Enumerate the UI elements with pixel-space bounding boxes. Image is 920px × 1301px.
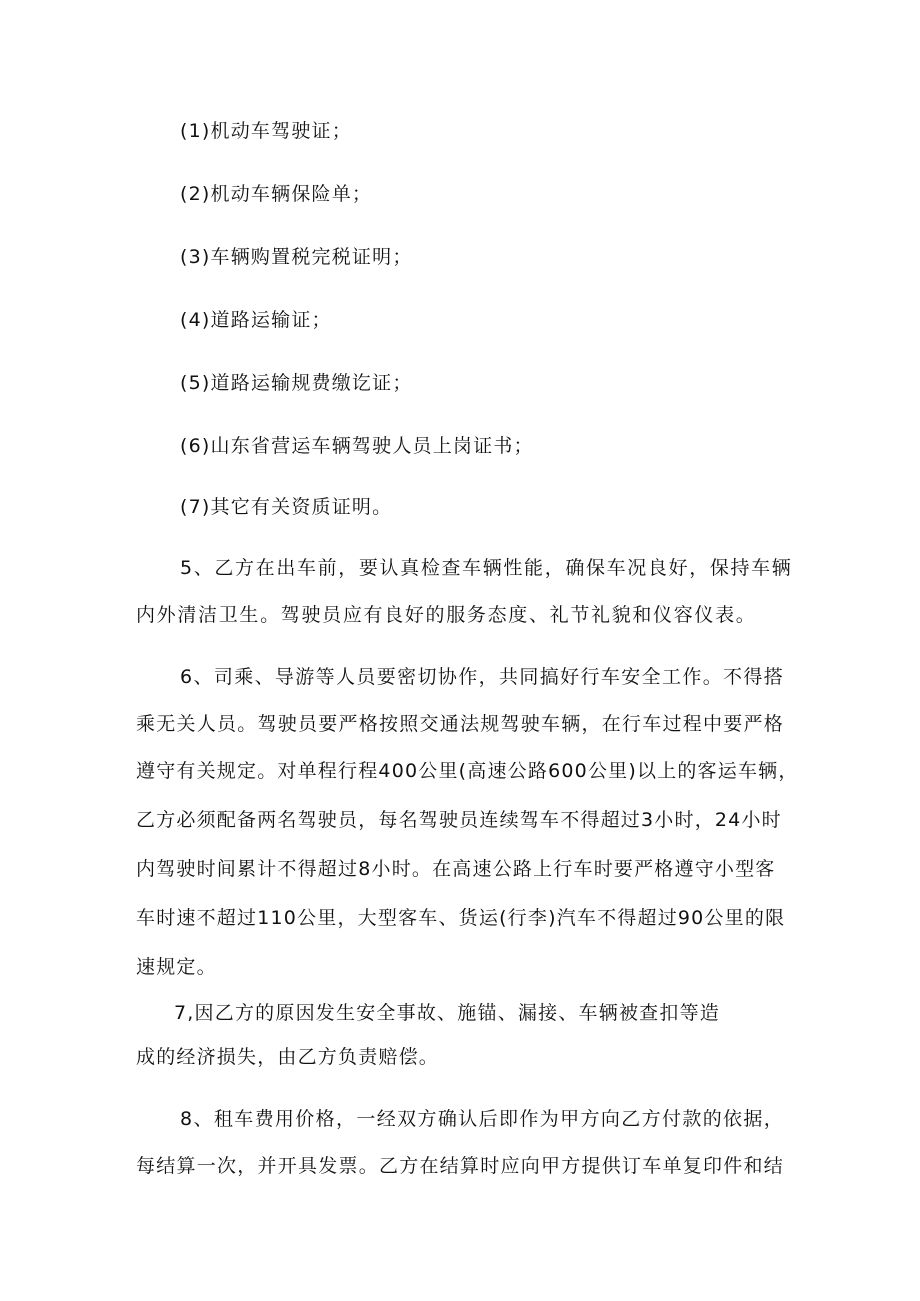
paragraph-6-line: 内驾驶时间累计不得超过8小时。在高速公路上行车时要严格遵守小型客	[136, 858, 776, 880]
paragraph-7-line: 成的经济损失，由乙方负责赔偿。	[136, 1046, 440, 1068]
paragraph-5-line: 5、乙方在出车前，要认真检查车辆性能，确保车况良好，保持车辆	[180, 557, 792, 579]
paragraph-6-line: 6、司乘、导游等人员要密切协作，共同搞好行车安全工作。不得搭	[180, 666, 784, 688]
paragraph-8-line: 8、租车费用价格，一经双方确认后即作为甲方向乙方付款的依据，	[180, 1108, 784, 1130]
list-item: (1)机动车驾驶证；	[180, 120, 352, 142]
paragraph-7-line: 7,因乙方的原因发生安全事故、施锚、漏接、车辆被查扣等造	[174, 1002, 720, 1024]
paragraph-6-line: 乙方必须配备两名驾驶员，每名驾驶员连续驾车不得超过3小时，24小时	[136, 809, 782, 831]
list-item: (4)道路运输证；	[180, 309, 332, 331]
paragraph-6-line: 乘无关人员。驾驶员要严格按照交通法规驾驶车辆，在行车过程中要严格	[136, 713, 784, 735]
list-item: (2)机动车辆保险单；	[180, 183, 373, 205]
paragraph-6-line: 遵守有关规定。对单程行程400公里(高速公路600公里)以上的客运车辆，	[136, 760, 799, 782]
paragraph-8-line: 每结算一次，并开具发票。乙方在结算时应向甲方提供订车单复印件和结	[136, 1155, 784, 1177]
paragraph-6-line: 速规定。	[136, 956, 217, 978]
paragraph-5-line: 内外清洁卫生。驾驶员应有良好的服务态度、礼节礼貌和仪容仪表。	[136, 604, 756, 626]
list-item: (5)道路运输规费缴讫证；	[180, 372, 413, 394]
list-item: (3)车辆购置税完税证明；	[180, 246, 413, 268]
list-item: (6)山东省营运车辆驾驶人员上岗证书；	[180, 435, 534, 457]
paragraph-6-line: 车时速不超过110公里，大型客车、货运(行李)汽车不得超过90公里的限	[136, 907, 786, 929]
list-item: (7)其它有关资质证明。	[180, 496, 393, 518]
